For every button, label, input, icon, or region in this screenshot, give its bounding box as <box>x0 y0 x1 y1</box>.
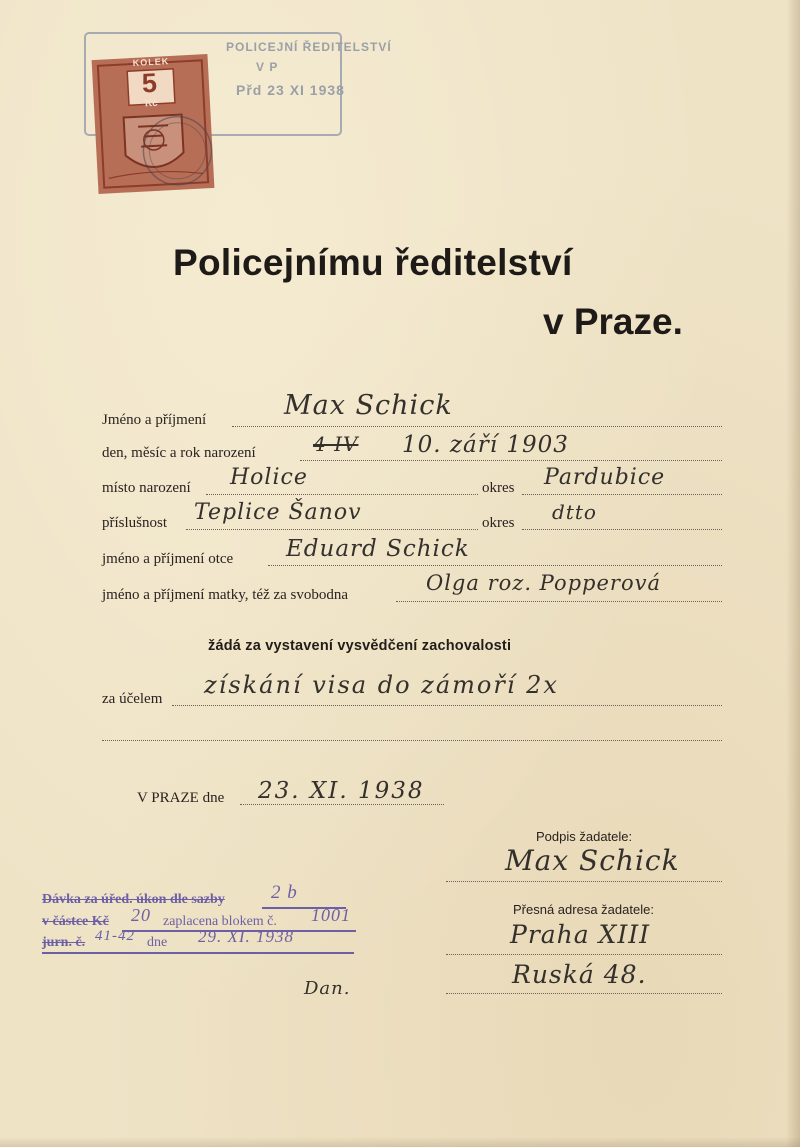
belonging-label: příslušnost <box>102 515 168 531</box>
district-value: Pardubice <box>544 465 666 490</box>
father-value: Eduard Schick <box>286 536 470 562</box>
purpose-label: za účelem <box>102 691 163 707</box>
address-line-1 <box>446 954 722 955</box>
address-value-1: Praha XIII <box>510 920 651 949</box>
name-label: Jméno a příjmení <box>102 412 207 428</box>
district2-line <box>522 529 722 530</box>
father-label: jméno a příjmení otce <box>102 551 234 567</box>
purpose-line <box>172 705 722 706</box>
birth-value: 10. září 1903 <box>402 432 569 458</box>
fee-line2-text: zaplacena blokem č. <box>163 914 277 929</box>
signature-value: Max Schick <box>505 844 680 877</box>
paper-edge-shadow <box>786 0 800 1147</box>
fee-line2-amount: 20 <box>131 905 151 925</box>
fee-line3-underline <box>42 952 354 954</box>
purpose-line-2 <box>102 740 722 741</box>
fee-line1-text: Dávka za úřed. úkon dle sazby <box>42 892 225 907</box>
fee-line1-value: 2 b <box>271 882 298 903</box>
district-label: okres <box>482 480 515 496</box>
birthplace-line <box>206 494 478 495</box>
mother-label: jméno a příjmení matky, též za svobodna <box>102 587 349 603</box>
date-value: 23. XI. 1938 <box>258 778 425 804</box>
birthplace-label: místo narození <box>102 480 191 496</box>
address-line-2 <box>446 993 722 994</box>
mother-value: Olga roz. Popperová <box>426 571 661 595</box>
fee-line3-date: 29. XI. 1938 <box>198 927 295 946</box>
birth-line <box>300 460 722 461</box>
birth-label: den, měsíc a rok narození <box>102 445 256 461</box>
fee-line3-number: 41-42 <box>95 928 135 944</box>
belonging-value: Teplice Šanov <box>194 500 362 525</box>
paper-edge-shadow-bottom <box>0 1137 800 1147</box>
father-line <box>268 565 722 566</box>
district2-label: okres <box>482 515 515 531</box>
purpose-value: získání visa do zámoří 2x <box>204 671 559 699</box>
address-label: Přesná adresa žadatele: <box>513 902 654 917</box>
district2-value: dtto <box>552 500 597 524</box>
date-label: V PRAZE dne <box>137 790 225 806</box>
date-line <box>240 804 444 805</box>
name-line <box>232 426 722 427</box>
revenue-stamp-unit: Kč <box>144 97 159 110</box>
fee-initials: Dan. <box>304 978 351 999</box>
revenue-stamp-label: KOLEK <box>132 56 170 68</box>
revenue-stamp-value: 5 <box>141 67 158 99</box>
address-value-2: Ruská 48. <box>512 960 647 989</box>
revenue-stamp <box>91 53 216 195</box>
name-value: Max Schick <box>284 390 453 421</box>
page-title-line1: Policejnímu ředitelství <box>173 242 573 283</box>
fee-line2-block: 1001 <box>311 905 351 925</box>
stamp-line1: POLICEJNÍ ŘEDITELSTVÍ <box>226 40 392 54</box>
fee-line3-prefix: jurn. č. <box>42 935 86 950</box>
mother-line <box>396 601 722 602</box>
request-heading: žádá za vystavení vysvědčení zachovalosti <box>208 638 512 654</box>
stamp-line2: V P <box>256 60 279 74</box>
page-title-line2: v Praze. <box>543 301 683 342</box>
fee-line2-prefix: v částce Kč <box>42 914 109 929</box>
signature-line <box>446 881 722 882</box>
stamp-date: Přd 23 XI 1938 <box>236 82 345 98</box>
birthplace-value: Holice <box>230 465 308 490</box>
signature-label: Podpis žadatele: <box>536 829 633 844</box>
district-line <box>522 494 722 495</box>
fee-line3-text: dne <box>147 935 168 950</box>
birth-struck-value: 4 IV <box>313 432 359 456</box>
belonging-line <box>186 529 478 530</box>
